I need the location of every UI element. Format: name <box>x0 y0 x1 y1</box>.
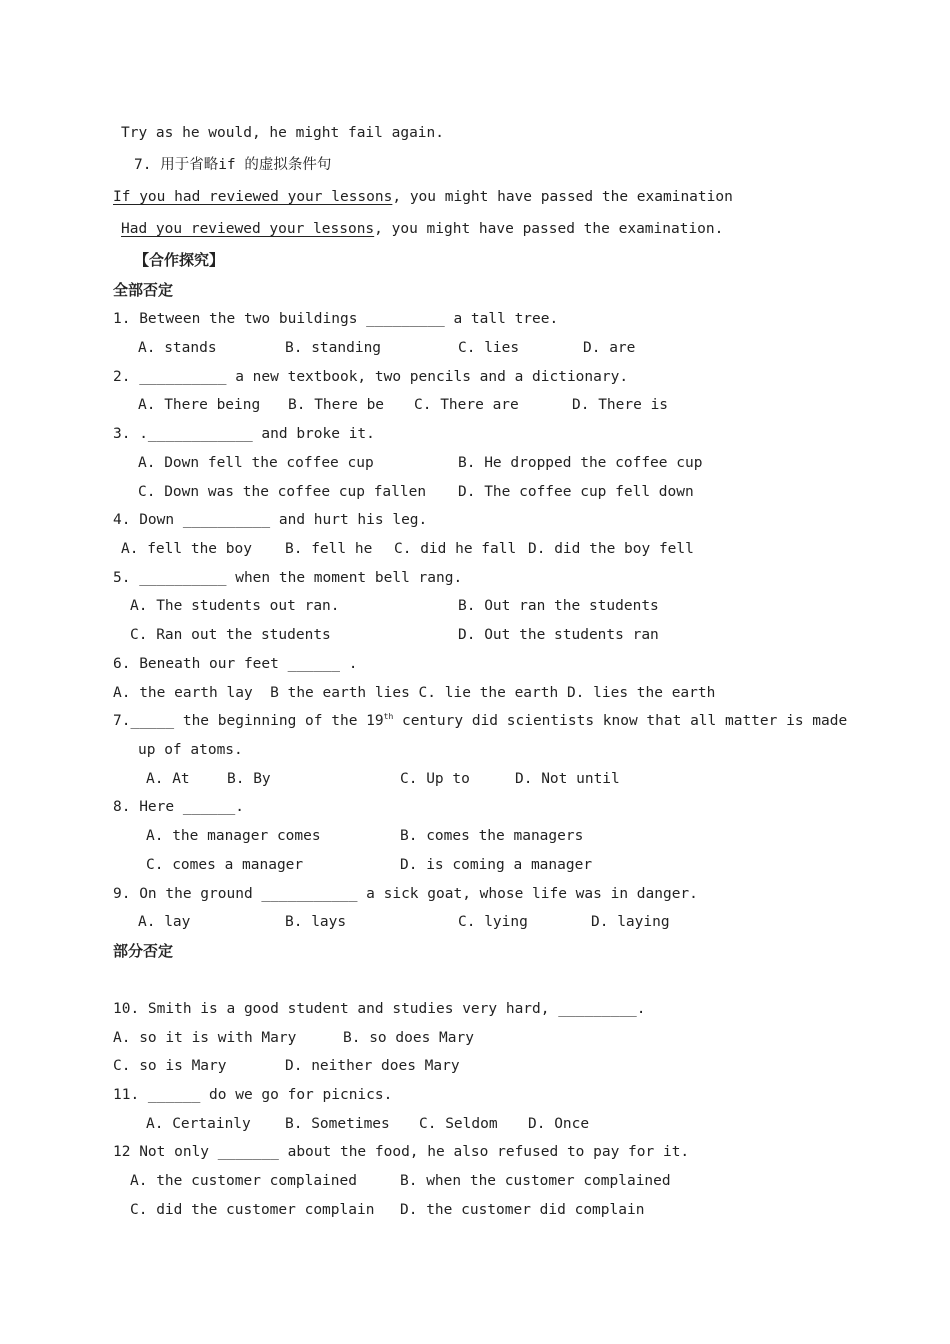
question-4: 4. Down __________ and hurt his leg. <box>113 512 428 528</box>
question-10: 10. Smith is a good student and studies very hard, _________. <box>113 1001 646 1017</box>
q3-option-c: C. Down was the coffee cup fallen <box>138 484 427 500</box>
question-5: 5. __________ when the moment bell rang. <box>113 570 463 586</box>
intro-line-1: Try as he would, he might fail again. <box>121 125 445 141</box>
q8-option-b: B. comes the managers <box>400 828 584 844</box>
q11-option-d: D. Once <box>528 1116 590 1132</box>
clause-rest: , you might have passed the examination. <box>374 221 724 237</box>
q3-option-a: A. Down fell the coffee cup <box>138 455 374 471</box>
q2-option-c: C. There are <box>414 397 519 413</box>
q1-option-c: C. lies <box>458 340 520 356</box>
q5-option-a: A. The students out ran. <box>130 598 340 614</box>
q7-option-a: A. At <box>146 771 190 787</box>
q7-option-b: B. By <box>227 771 271 787</box>
question-6: 6. Beneath our feet ______ . <box>113 656 358 672</box>
question-8: 8. Here ______. <box>113 799 244 815</box>
q7-stem-part-1: 7._____ the beginning of the 19 <box>113 713 384 729</box>
q7-option-d: D. Not until <box>515 771 620 787</box>
question-12: 12 Not only _______ about the food, he also refused to pay for it. <box>113 1144 690 1160</box>
q1-option-b: B. standing <box>285 340 382 356</box>
q7-stem-part-2: century did scientists know that all matter is made <box>393 713 848 729</box>
question-9: 9. On the ground ___________ a sick goat, whose life was in danger. <box>113 886 698 902</box>
q11-option-c: C. Seldom <box>419 1116 498 1132</box>
q5-option-b: B. Out ran the students <box>458 598 659 614</box>
intro-line-2: 7. 用于省略if 的虚拟条件句 <box>134 157 332 173</box>
question-1: 1. Between the two buildings _________ a tall tree. <box>113 311 559 327</box>
q1-option-d: D. are <box>583 340 636 356</box>
q10-option-a: A. so it is with Mary <box>113 1030 297 1046</box>
q9-option-b: B. lays <box>285 914 347 930</box>
q9-option-a: A. lay <box>138 914 191 930</box>
q8-option-c: C. comes a manager <box>146 857 304 873</box>
q7-option-c: C. Up to <box>400 771 470 787</box>
question-7-line-2: up of atoms. <box>138 742 243 758</box>
q1-option-a: A. stands <box>138 340 217 356</box>
q11-option-b: B. Sometimes <box>285 1116 390 1132</box>
q4-option-a: A. fell the boy <box>121 541 252 557</box>
q4-option-d: D. did the boy fell <box>528 541 694 557</box>
clause-rest: , you might have passed the examination <box>392 189 733 205</box>
question-11: 11. ______ do we go for picnics. <box>113 1087 393 1103</box>
q12-option-b: B. when the customer complained <box>400 1173 671 1189</box>
q2-option-a: A. There being <box>138 397 261 413</box>
q5-option-d: D. Out the students ran <box>458 627 659 643</box>
question-2: 2. __________ a new textbook, two pencils and a dictionary. <box>113 369 629 385</box>
underlined-clause: Had you reviewed your lessons <box>121 221 375 237</box>
q7-superscript: th <box>383 712 394 722</box>
q10-option-d: D. neither does Mary <box>285 1058 460 1074</box>
section-heading-full-inversion: 全部否定 <box>113 281 174 299</box>
q12-option-d: D. the customer did complain <box>400 1202 645 1218</box>
q9-option-d: D. laying <box>591 914 670 930</box>
q3-option-d: D. The coffee cup fell down <box>458 484 694 500</box>
q6-options: A. the earth lay B the earth lies C. lie the earth D. lies the earth <box>113 685 716 701</box>
q4-option-b: B. fell he <box>285 541 373 557</box>
q12-option-a: A. the customer complained <box>130 1173 357 1189</box>
question-3: 3. .____________ and broke it. <box>113 426 375 442</box>
q10-option-c: C. so is Mary <box>113 1058 227 1074</box>
section-heading-partial-inversion: 部分否定 <box>113 942 174 960</box>
q12-option-c: C. did the customer complain <box>130 1202 375 1218</box>
section-cooperative-inquiry: 【合作探究】 <box>134 251 225 269</box>
question-7 <box>113 712 847 730</box>
q2-option-d: D. There is <box>572 397 669 413</box>
q8-option-a: A. the manager comes <box>146 828 321 844</box>
intro-line-3 <box>113 188 733 206</box>
q8-option-d: D. is coming a manager <box>400 857 593 873</box>
q5-option-c: C. Ran out the students <box>130 627 331 643</box>
q2-option-b: B. There be <box>288 397 385 413</box>
q4-option-c: C. did he fall <box>394 541 517 557</box>
intro-line-4 <box>121 220 723 238</box>
underlined-clause: If you had reviewed your lessons <box>113 189 393 205</box>
q10-option-b: B. so does Mary <box>343 1030 474 1046</box>
q9-option-c: C. lying <box>458 914 528 930</box>
q3-option-b: B. He dropped the coffee cup <box>458 455 703 471</box>
q11-option-a: A. Certainly <box>146 1116 251 1132</box>
